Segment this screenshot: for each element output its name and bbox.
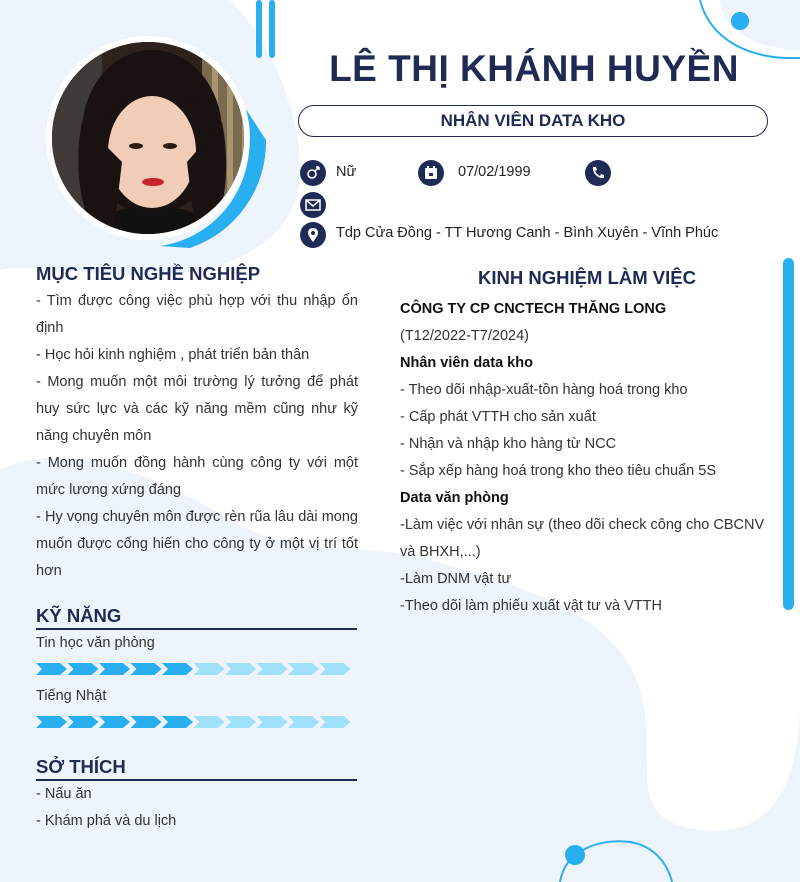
skill-chevron-empty	[288, 663, 319, 675]
calendar-icon	[418, 160, 444, 186]
avatar	[46, 36, 250, 240]
duty-item: -Làm DNM vật tư	[400, 571, 512, 587]
hobbies-heading: SỞ THÍCH	[36, 756, 126, 777]
skill-chevron-empty	[320, 716, 351, 728]
skill-chevron-filled	[36, 716, 67, 728]
experience-list	[400, 296, 780, 620]
objective-heading: MỤC TIÊU NGHỀ NGHIỆP	[36, 263, 261, 284]
duty-item: - Sắp xếp hàng hoá trong kho theo tiêu chuẩn 5S	[400, 463, 717, 479]
hobby-item: - Nấu ăn	[36, 786, 92, 802]
duty-item: - Nhận và nhập kho hàng từ NCC	[400, 436, 617, 452]
role-title: Nhân viên data kho	[400, 355, 533, 371]
skill-chevron-filled	[68, 716, 99, 728]
work-period: (T12/2022-T7/2024)	[400, 328, 529, 344]
side-accent-bar	[783, 258, 794, 610]
skill-chevron-empty	[225, 716, 256, 728]
job-title: NHÂN VIÊN DATA KHO	[298, 105, 768, 137]
skill-chevron-filled	[99, 663, 130, 675]
objective-item: - Hy vọng chuyên môn được rèn rũa lâu dài mong muốn được cống hiến cho công ty ở một vị trí tốt hơn	[36, 509, 358, 579]
skill-chevron-empty	[257, 663, 288, 675]
skill-chevron-empty	[257, 716, 288, 728]
objective-list	[36, 288, 358, 585]
birthday-value: 07/02/1999	[458, 164, 531, 180]
skill-label: Tiếng Nhật	[36, 688, 107, 704]
skill-level-bar	[36, 661, 356, 677]
objective-item: - Học hỏi kinh nghiệm , phát triển bản thân	[36, 347, 310, 363]
skill-chevron-empty	[225, 663, 256, 675]
duty-item: -Làm việc với nhân sự (theo dõi check công cho CBCNV và BHXH,...)	[400, 517, 765, 560]
gender-icon	[300, 160, 326, 186]
objective-item: - Mong muốn một môi trường lý tưởng để phát huy sức lực và các kỹ năng mềm cũng như kỹ năng chuyên môn	[36, 374, 358, 444]
objective-item: - Tìm được công việc phù hợp với thu nhập ổn định	[36, 293, 358, 336]
email-icon	[300, 192, 326, 218]
skill-chevron-empty	[194, 663, 225, 675]
address-value: Tdp Cửa Đồng - TT Hương Canh - Bình Xuyên - Vĩnh Phúc	[336, 225, 719, 241]
gender-value: Nữ	[336, 164, 357, 180]
skill-chevron-filled	[36, 663, 67, 675]
skill-chevron-filled	[99, 716, 130, 728]
skill-chevron-empty	[320, 663, 351, 675]
skill-chevron-empty	[194, 716, 225, 728]
hobby-item: - Khám phá và du lịch	[36, 813, 177, 829]
skills-heading: KỸ NĂNG	[36, 605, 122, 626]
avatar-wrap	[40, 30, 272, 250]
skill-label: Tin học văn phòng	[36, 635, 155, 651]
skill-chevron-empty	[288, 716, 319, 728]
skill-chevron-filled	[131, 716, 162, 728]
candidate-name: LÊ THỊ KHÁNH HUYỀN	[329, 48, 739, 89]
duty-item: -Theo dõi làm phiếu xuất vật tư và VTTH	[400, 598, 662, 614]
skill-level-bar	[36, 714, 356, 730]
hobbies-list	[36, 781, 358, 835]
skill-chevron-filled	[162, 716, 193, 728]
skill-chevron-filled	[68, 663, 99, 675]
company-name: CÔNG TY CP CNCTECH THĂNG LONG	[400, 301, 667, 317]
experience-heading: KINH NGHIỆM LÀM VIỆC	[478, 267, 696, 288]
skill-chevron-filled	[131, 663, 162, 675]
objective-item: - Mong muốn đồng hành cùng công ty với một mức lương xứng đáng	[36, 455, 358, 498]
duty-item: - Theo dõi nhập-xuất-tồn hàng hoá trong kho	[400, 382, 688, 398]
role-title: Data văn phòng	[400, 490, 509, 506]
duty-item: - Cấp phát VTTH cho sản xuất	[400, 409, 596, 425]
skills-rule	[36, 628, 357, 630]
phone-icon	[585, 160, 611, 186]
skill-chevron-filled	[162, 663, 193, 675]
location-icon	[300, 222, 326, 248]
